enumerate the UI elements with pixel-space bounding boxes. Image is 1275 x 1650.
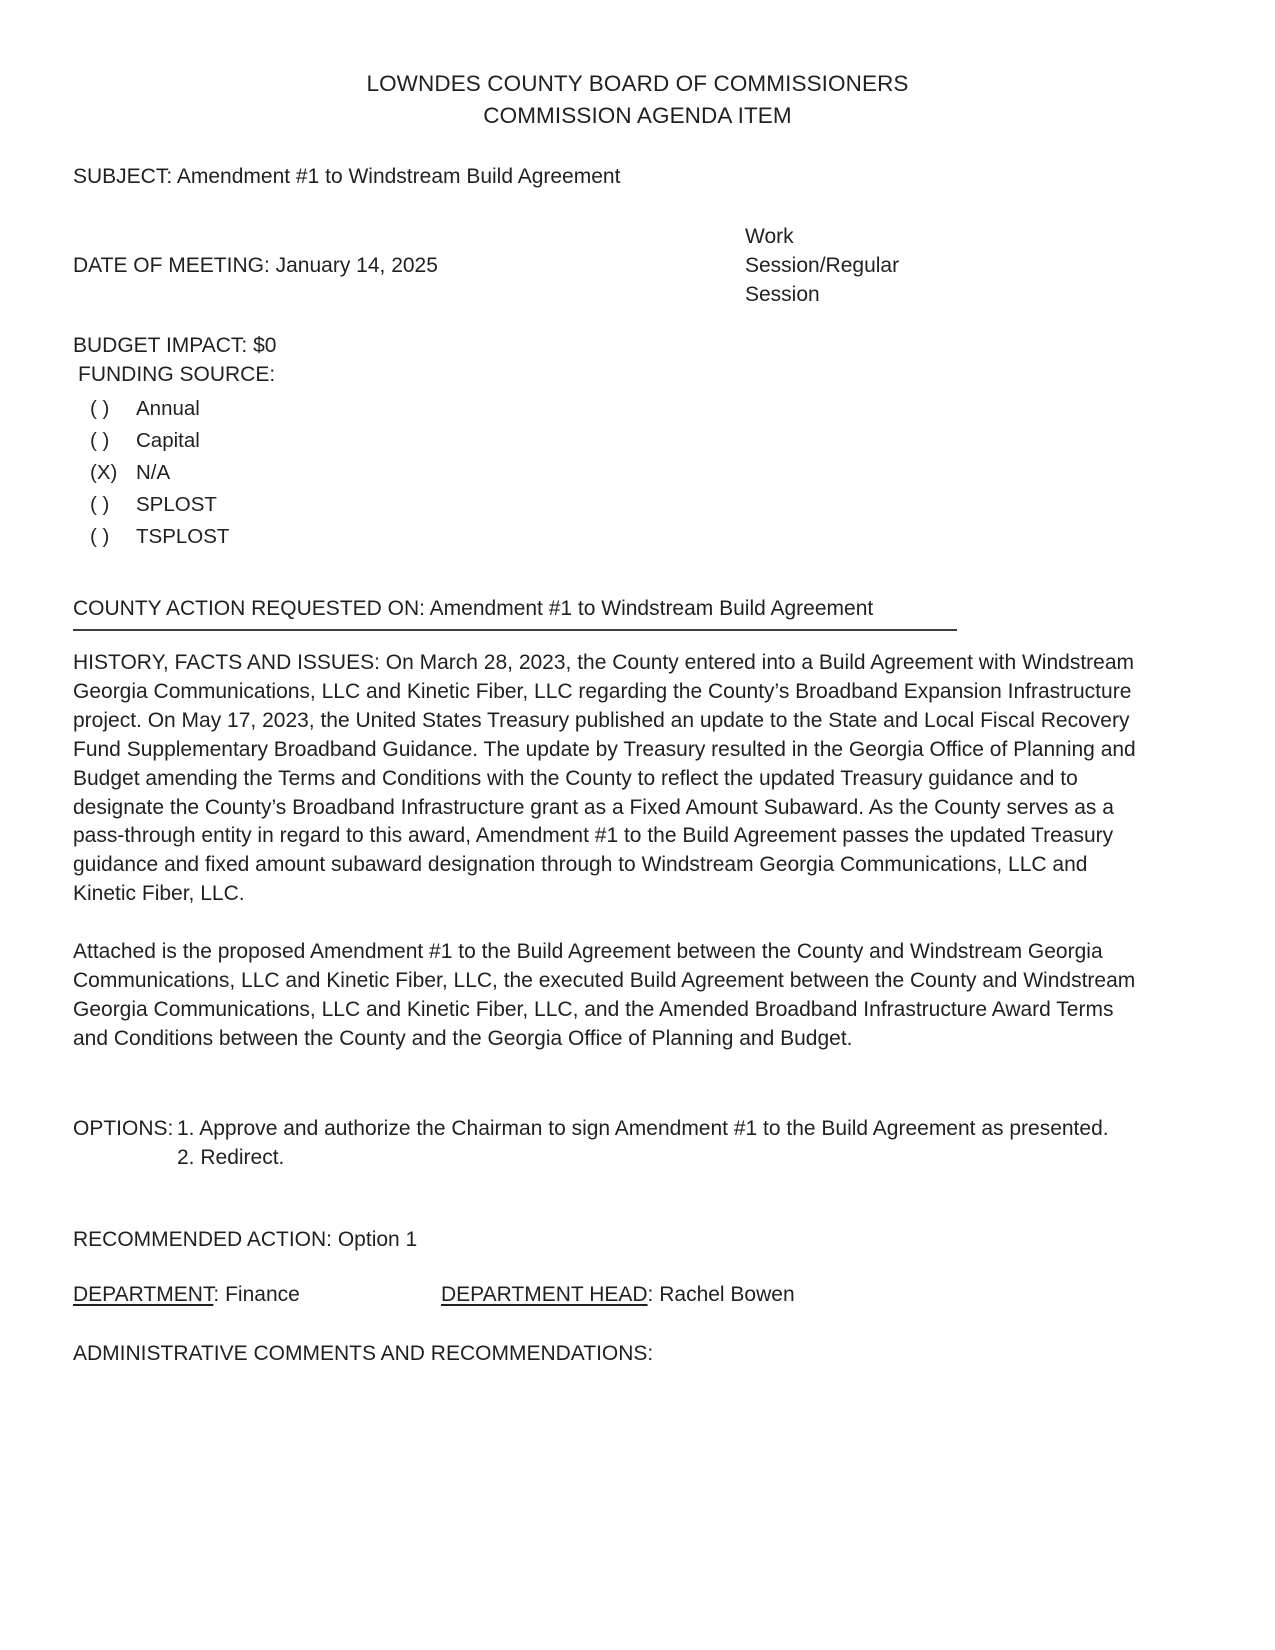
checkbox-tsplost[interactable]: ( ) — [90, 525, 110, 548]
funding-option-capital[interactable] — [73, 425, 1215, 457]
funding-option-tsplost[interactable] — [73, 521, 1215, 553]
header-title-line-2: COMMISSION AGENDA ITEM — [483, 103, 792, 128]
funding-option-label-tsplost: TSPLOST — [136, 525, 230, 548]
history-paragraph-2: Attached is the proposed Amendment #1 to the Build Agreement between the County and Windstream Georgia Communications, LLC and Kinetic Fiber, LLC, the executed Build Agreement between the County and Windstream Georgia Communications, LLC and Kinetic Fiber, LLC, and the Amended Broadband Infrastructure Award Terms and Conditions between the County and the Georgia Office of Planning and Budget. — [73, 940, 1136, 1050]
option-item-1: 1. Approve and authorize the Chairman to sign Amendment #1 to the Build Agreement as presented. — [177, 1116, 1109, 1140]
county-action-requested-line: COUNTY ACTION REQUESTED ON: Amendment #1 to Windstream Build Agreement — [73, 594, 957, 631]
checkbox-capital[interactable]: ( ) — [90, 429, 110, 452]
history-paragraph-1: HISTORY, FACTS AND ISSUES: On March 28, 2023, the County entered into a Build Agreement with Windstream Georgia Communications, LLC and Kinetic Fiber, LLC regarding the County’s Broadband Expansion Infrastructure project. On May 17, 2023, the United States Treasury published an update to the State and Local Fiscal Recovery Fund Supplementary Broadband Guidance. The update by Treasury resulted in the Georgia Office of Planning and Budget amending the Terms and Conditions with the County to reflect the updated Treasury guidance and to designate the County’s Broadband Infrastructure grant as a Fixed Amount Subaward. As the County serves as a pass-through entity in regard to this award, Amendment #1 to the Build Agreement passes the updated Treasury guidance and fixed amount subaward designation through to Windstream Georgia Communications, LLC and Kinetic Fiber, LLC. — [73, 651, 1136, 906]
department-value: Finance — [225, 1282, 300, 1306]
recommended-action-line: RECOMMENDED ACTION: Option 1 — [73, 1227, 418, 1251]
funding-option-label-splost: SPLOST — [136, 493, 217, 516]
funding-option-label-capital: Capital — [136, 429, 200, 452]
session-type-line-1: Work — [745, 225, 794, 248]
options-label: OPTIONS: — [73, 1116, 174, 1140]
budget-impact-line: BUDGET IMPACT: $0 — [73, 334, 277, 357]
document-body — [73, 162, 1215, 1368]
meeting-row — [73, 222, 1215, 309]
department-separator: : — [213, 1282, 226, 1306]
header-title-line-1: LOWNDES COUNTY BOARD OF COMMISSIONERS — [366, 71, 909, 96]
administrative-comments-heading: ADMINISTRATIVE COMMENTS AND RECOMMENDATIONS: — [73, 1341, 654, 1365]
checkbox-na[interactable]: (X) — [90, 461, 118, 484]
funding-source-label: FUNDING SOURCE: — [78, 363, 276, 386]
funding-option-label-na: N/A — [136, 461, 171, 484]
department-field — [73, 1280, 441, 1309]
funding-option-na[interactable] — [73, 457, 1215, 489]
option-item-2: 2. Redirect. — [177, 1146, 285, 1170]
department-row — [73, 1280, 1215, 1309]
meeting-date-line: DATE OF MEETING: January 14, 2025 — [73, 254, 438, 277]
funding-option-annual[interactable] — [73, 393, 1215, 425]
funding-option-splost[interactable] — [73, 489, 1215, 521]
session-type-line-3: Session — [745, 283, 820, 306]
budget-block — [73, 331, 1215, 553]
department-head-value: Rachel Bowen — [659, 1282, 795, 1306]
checkbox-annual[interactable]: ( ) — [90, 397, 110, 420]
department-head-separator: : — [647, 1282, 660, 1306]
funding-option-label-annual: Annual — [136, 397, 200, 420]
options-block — [73, 1114, 1215, 1173]
document-header — [0, 0, 1275, 132]
options-items — [177, 1114, 1215, 1173]
funding-source-options — [73, 393, 1215, 553]
department-label: DEPARTMENT — [73, 1282, 214, 1306]
department-head-field — [441, 1280, 795, 1309]
department-head-label: DEPARTMENT HEAD — [441, 1282, 648, 1306]
session-type-line-2: Session/Regular — [745, 254, 900, 277]
subject-line: SUBJECT: Amendment #1 to Windstream Build Agreement — [73, 165, 621, 188]
checkbox-splost[interactable]: ( ) — [90, 493, 110, 516]
session-type-block — [745, 222, 899, 309]
